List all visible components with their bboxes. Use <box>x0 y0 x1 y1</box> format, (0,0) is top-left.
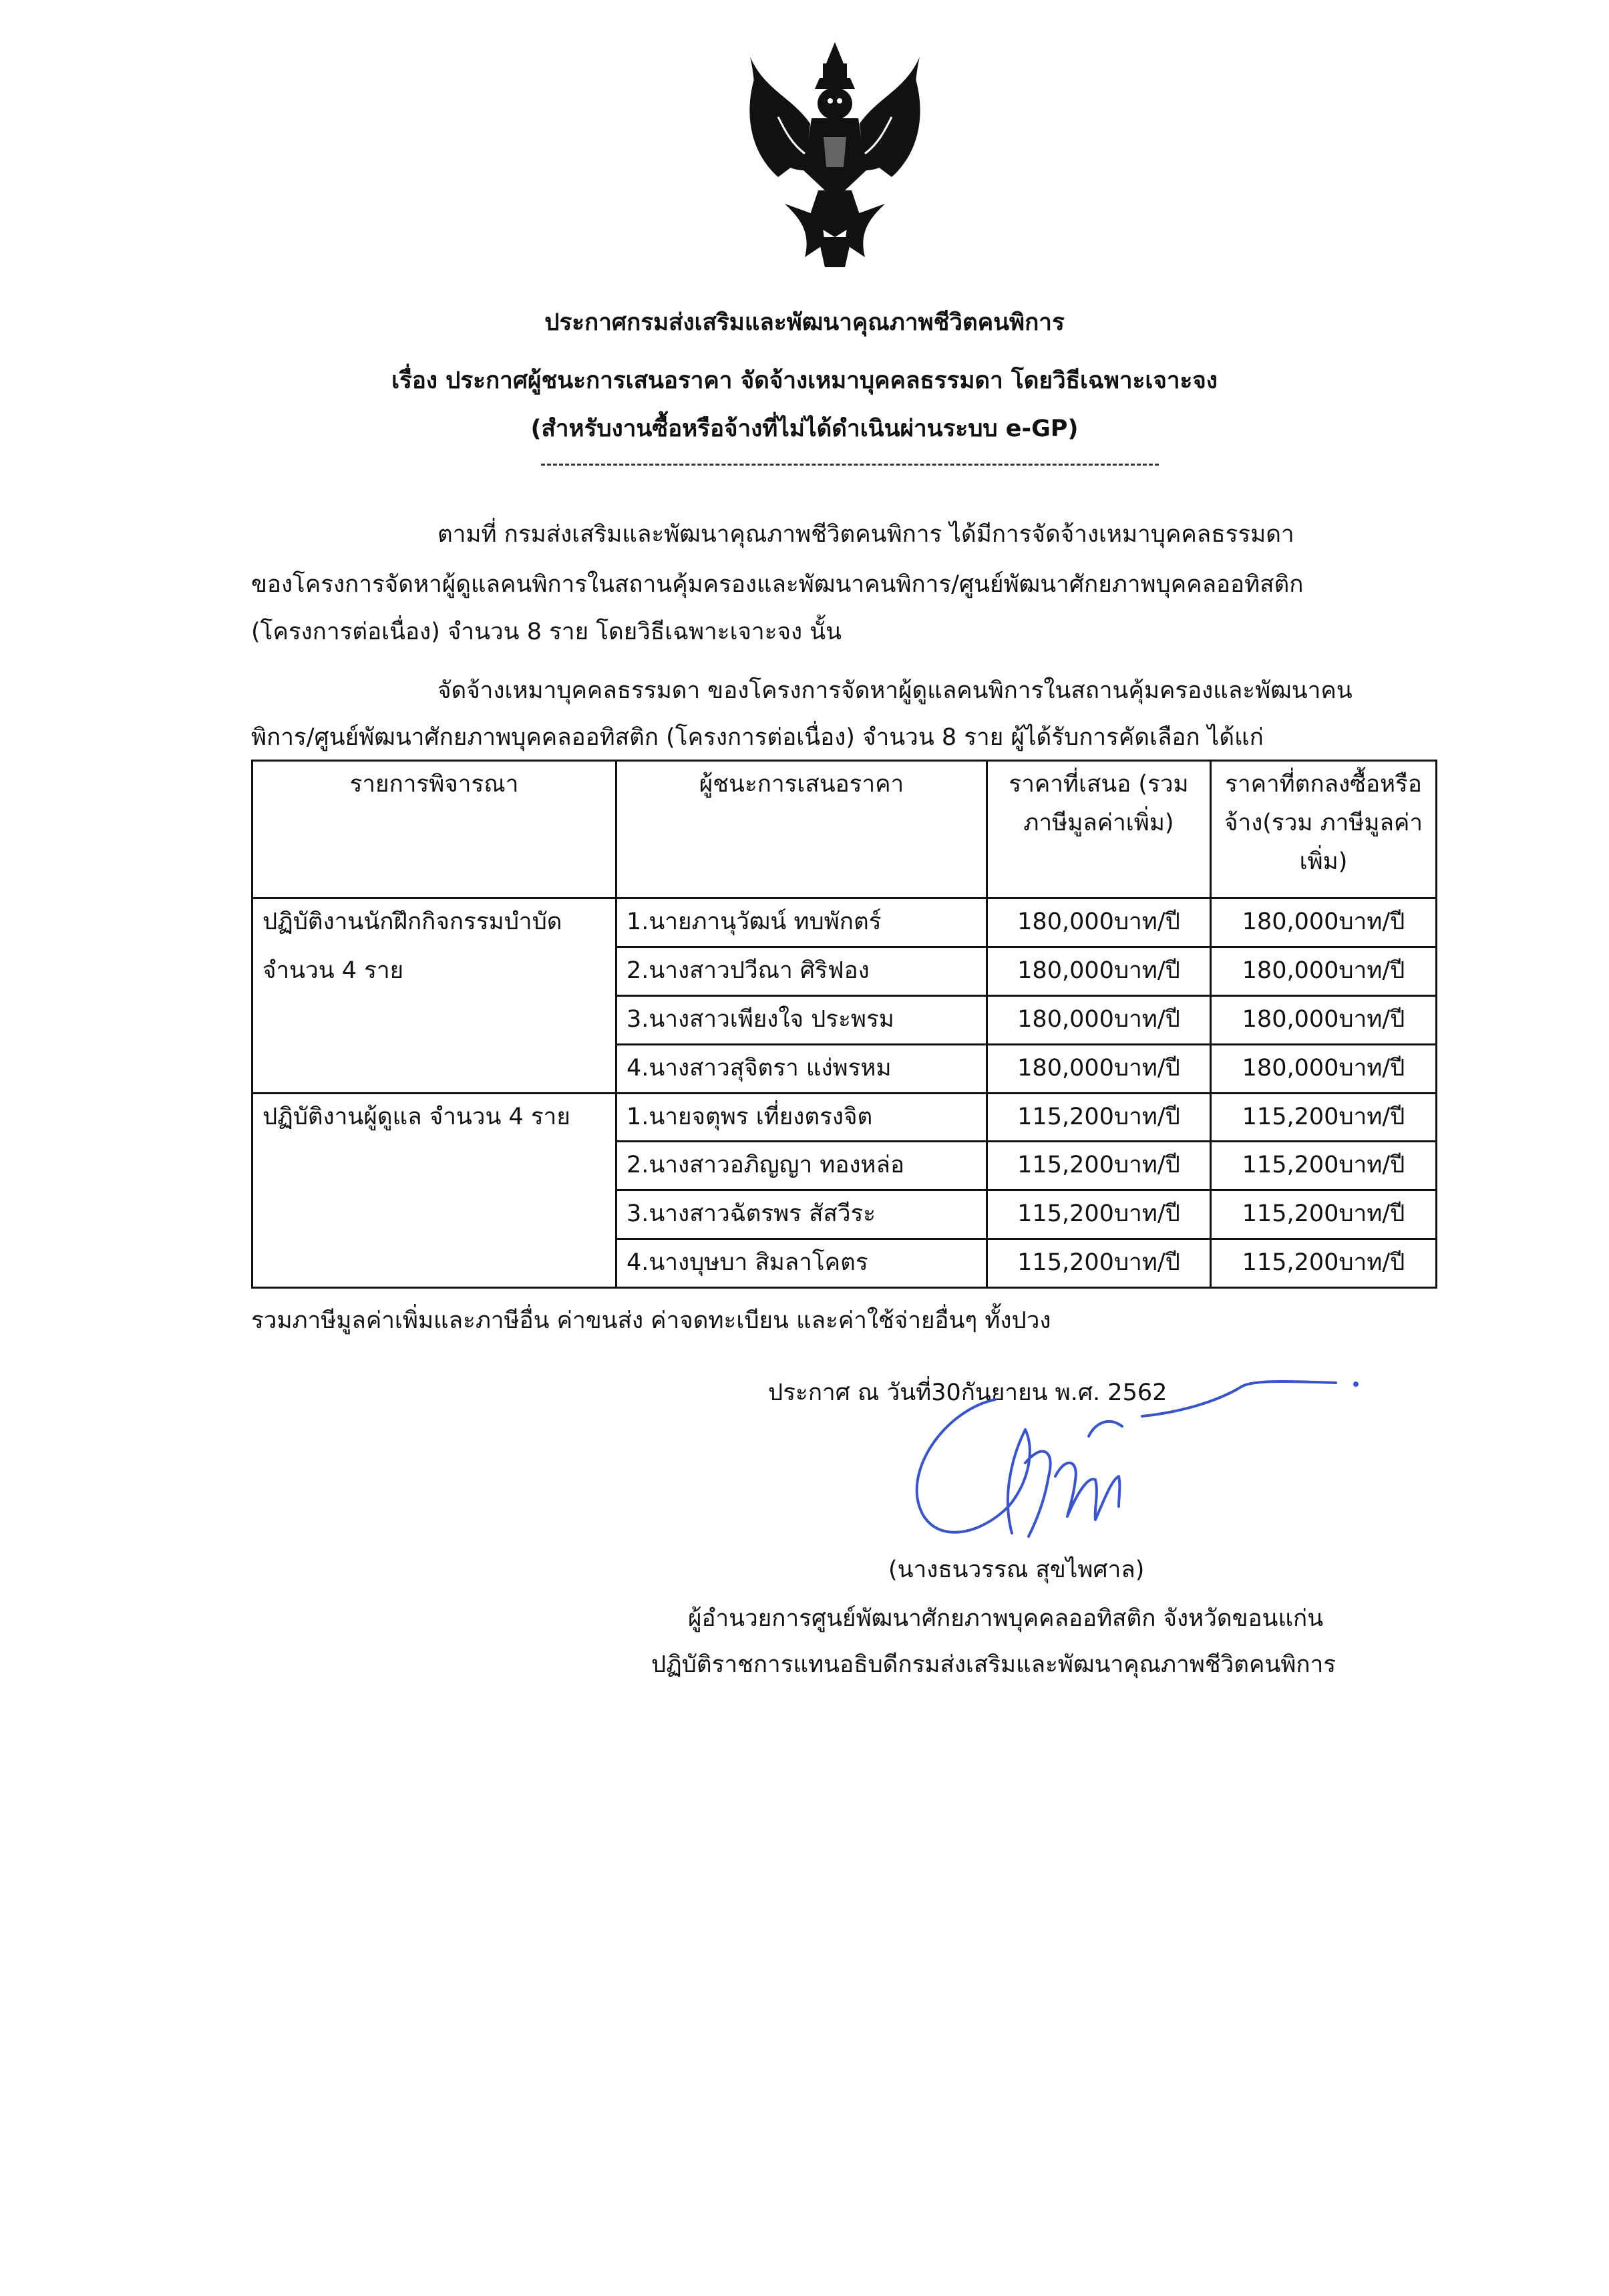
announcement-title: ประกาศกรมส่งเสริมและพัฒนาคุณภาพชีวิตคนพิการ <box>544 309 1065 336</box>
header-agreed-price: ราคาที่ตกลงซื้อหรือจ้าง(รวม ภาษีมูลค่าเพิ่ม) <box>1211 761 1437 898</box>
agreed-price-cell: 180,000บาท/ปี <box>1211 995 1437 1044</box>
offered-price-cell: 115,200บาท/ปี <box>987 1093 1211 1142</box>
winner-cell: 2.นางสาวปวีณา ศิริฟอง <box>616 947 987 995</box>
table-row <box>252 1093 1437 1142</box>
date-rest: กันยายน พ.ศ. 2562 <box>960 1379 1168 1406</box>
signature-icon <box>895 1363 1363 1563</box>
winner-cell: 1.นายภานุวัฒน์ ทบพักตร์ <box>616 898 987 947</box>
winner-cell: 1.นายจตุพร เที่ยงตรงจิต <box>616 1093 987 1142</box>
offered-price-cell: 180,000บาท/ปี <box>987 947 1211 995</box>
agreed-price-cell: 115,200บาท/ปี <box>1211 1190 1437 1239</box>
agreed-price-cell: 115,200บาท/ปี <box>1211 1239 1437 1288</box>
signer-name: (นางธนวรรณ สุขไพศาล) <box>888 1556 1145 1583</box>
heading-divider <box>541 464 1159 466</box>
offered-price-cell: 115,200บาท/ปี <box>987 1142 1211 1190</box>
garuda-emblem-icon <box>738 37 932 274</box>
offered-price-cell: 115,200บาท/ปี <box>987 1239 1211 1288</box>
announcement-subject: เรื่อง ประกาศผู้ชนะการเสนอราคา จัดจ้างเหมาบุคคลธรรมดา โดยวิธีเฉพาะเจาะจง <box>391 367 1218 394</box>
date-prefix: ประกาศ ณ วันที่ <box>768 1379 932 1406</box>
award-table <box>251 760 1437 1289</box>
header-offered-price: ราคาที่เสนอ (รวม ภาษีมูลค่าเพิ่ม) <box>987 761 1211 898</box>
signer-title: ผู้อำนวยการศูนย์พัฒนาศักยภาพบุคคลออทิสติก จังหวัดขอนแก่น <box>688 1605 1324 1632</box>
agreed-price-cell: 180,000บาท/ปี <box>1211 947 1437 995</box>
tax-note: รวมภาษีมูลค่าเพิ่มและภาษีอื่น ค่าขนส่ง ค่าจดทะเบียน และค่าใช้จ่ายอื่นๆ ทั้งปวง <box>251 1307 1051 1334</box>
date-day: 30 <box>931 1379 961 1406</box>
paragraph-1-line-3: (โครงการต่อเนื่อง) จำนวน 8 ราย โดยวิธีเฉพาะเจาะจง นั้น <box>251 619 842 645</box>
offered-price-cell: 180,000บาท/ปี <box>987 898 1211 947</box>
table-row <box>252 898 1437 947</box>
table-header-row <box>252 761 1437 898</box>
agreed-price-cell: 115,200บาท/ปี <box>1211 1142 1437 1190</box>
item-cell: ปฏิบัติงานผู้ดูแล จำนวน 4 ราย <box>252 1093 616 1288</box>
paragraph-2-line-2: พิการ/ศูนย์พัฒนาศักยภาพบุคคลออทิสติก (โครงการต่อเนื่อง) จำนวน 8 ราย ผู้ได้รับการคัดเลือก ได้แก่ <box>251 724 1264 751</box>
paragraph-1-line-2: ของโครงการจัดหาผู้ดูแลคนพิการในสถานคุ้มครองและพัฒนาคนพิการ/ศูนย์พัฒนาศักยภาพบุคคลออทิสติก <box>251 571 1304 598</box>
announcement-scope: (สำหรับงานซื้อหรือจ้างที่ไม่ได้ดำเนินผ่านระบบ e-GP) <box>530 416 1079 442</box>
offered-price-cell: 115,200บาท/ปี <box>987 1190 1211 1239</box>
agreed-price-cell: 180,000บาท/ปี <box>1211 898 1437 947</box>
agreed-price-cell: 115,200บาท/ปี <box>1211 1093 1437 1142</box>
header-winner: ผู้ชนะการเสนอราคา <box>616 761 987 898</box>
item-cell: ปฏิบัติงานนักฝึกกิจกรรมบำบัด จำนวน 4 ราย <box>252 898 616 1094</box>
header-item: รายการพิจารณา <box>252 761 616 898</box>
paragraph-2-line-1: จัดจ้างเหมาบุคคลธรรมดา ของโครงการจัดหาผู้ดูแลคนพิการในสถานคุ้มครองและพัฒนาคน <box>437 677 1353 704</box>
winner-cell: 3.นางสาวฉัตรพร สัสวีระ <box>616 1190 987 1239</box>
offered-price-cell: 180,000บาท/ปี <box>987 1044 1211 1093</box>
winner-cell: 2.นางสาวอภิญญา ทองหล่อ <box>616 1142 987 1190</box>
signer-acting: ปฏิบัติราชการแทนอธิบดีกรมส่งเสริมและพัฒนาคุณภาพชีวิตคนพิการ <box>651 1651 1336 1678</box>
offered-price-cell: 180,000บาท/ปี <box>987 995 1211 1044</box>
winner-cell: 3.นางสาวเพียงใจ ประพรม <box>616 995 987 1044</box>
winner-cell: 4.นางบุษบา สิมลาโคตร <box>616 1239 987 1288</box>
winner-cell: 4.นางสาวสุจิตรา แง่พรหม <box>616 1044 987 1093</box>
paragraph-1-line-1: ตามที่ กรมส่งเสริมและพัฒนาคุณภาพชีวิตคนพิการ ได้มีการจัดจ้างเหมาบุคคลธรรมดา <box>437 521 1294 548</box>
agreed-price-cell: 180,000บาท/ปี <box>1211 1044 1437 1093</box>
